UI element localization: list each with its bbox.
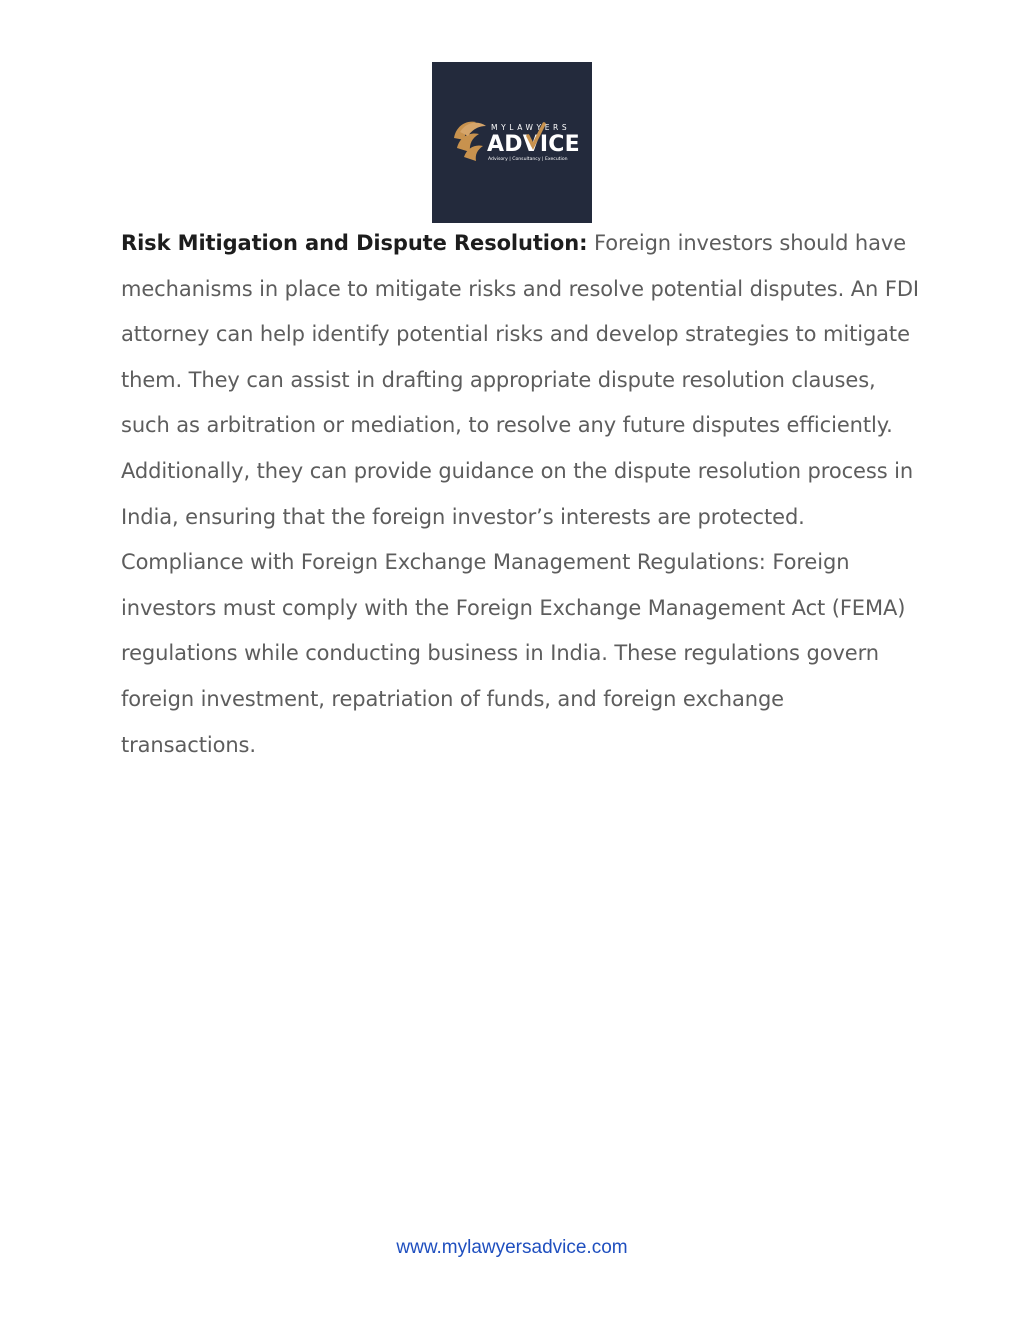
company-logo [432, 62, 592, 223]
logo-main-text: ADVICE [487, 132, 580, 157]
footer-website-link[interactable]: www.mylawyersadvice.com [396, 1237, 628, 1258]
logo-tagline: Advisory | Consultancy | Execution [488, 157, 568, 162]
logo-top-text: MYLAWYERS [491, 123, 571, 132]
paragraph-text: Foreign investors should have mechanisms in place to mitigate risks and resolve potential disputes. An FDI attorney can help identify potential risks and develop strategies to mitigate them. They can assist in drafting appropriate dispute resolution clauses, such as arbitration or mediation, to resolve any future disputes efficiently. Additionally, they can provide guidance on the dispute resolution process in India, ensuring that the foreign investor’s interests are protected. [121, 231, 919, 529]
paragraph-heading: Risk Mitigation and Dispute Resolution: [121, 231, 588, 255]
article-body [121, 221, 921, 768]
paragraph-risk-mitigation [121, 221, 921, 540]
winged-check-icon [454, 122, 486, 161]
paragraph-fema-compliance: Compliance with Foreign Exchange Management Regulations: Foreign investors must comply with the Foreign Exchange Management Act (FEMA) regulations while conducting business in India. These regulations govern foreign investment, repatriation of funds, and foreign exchange transactions. [121, 550, 906, 757]
